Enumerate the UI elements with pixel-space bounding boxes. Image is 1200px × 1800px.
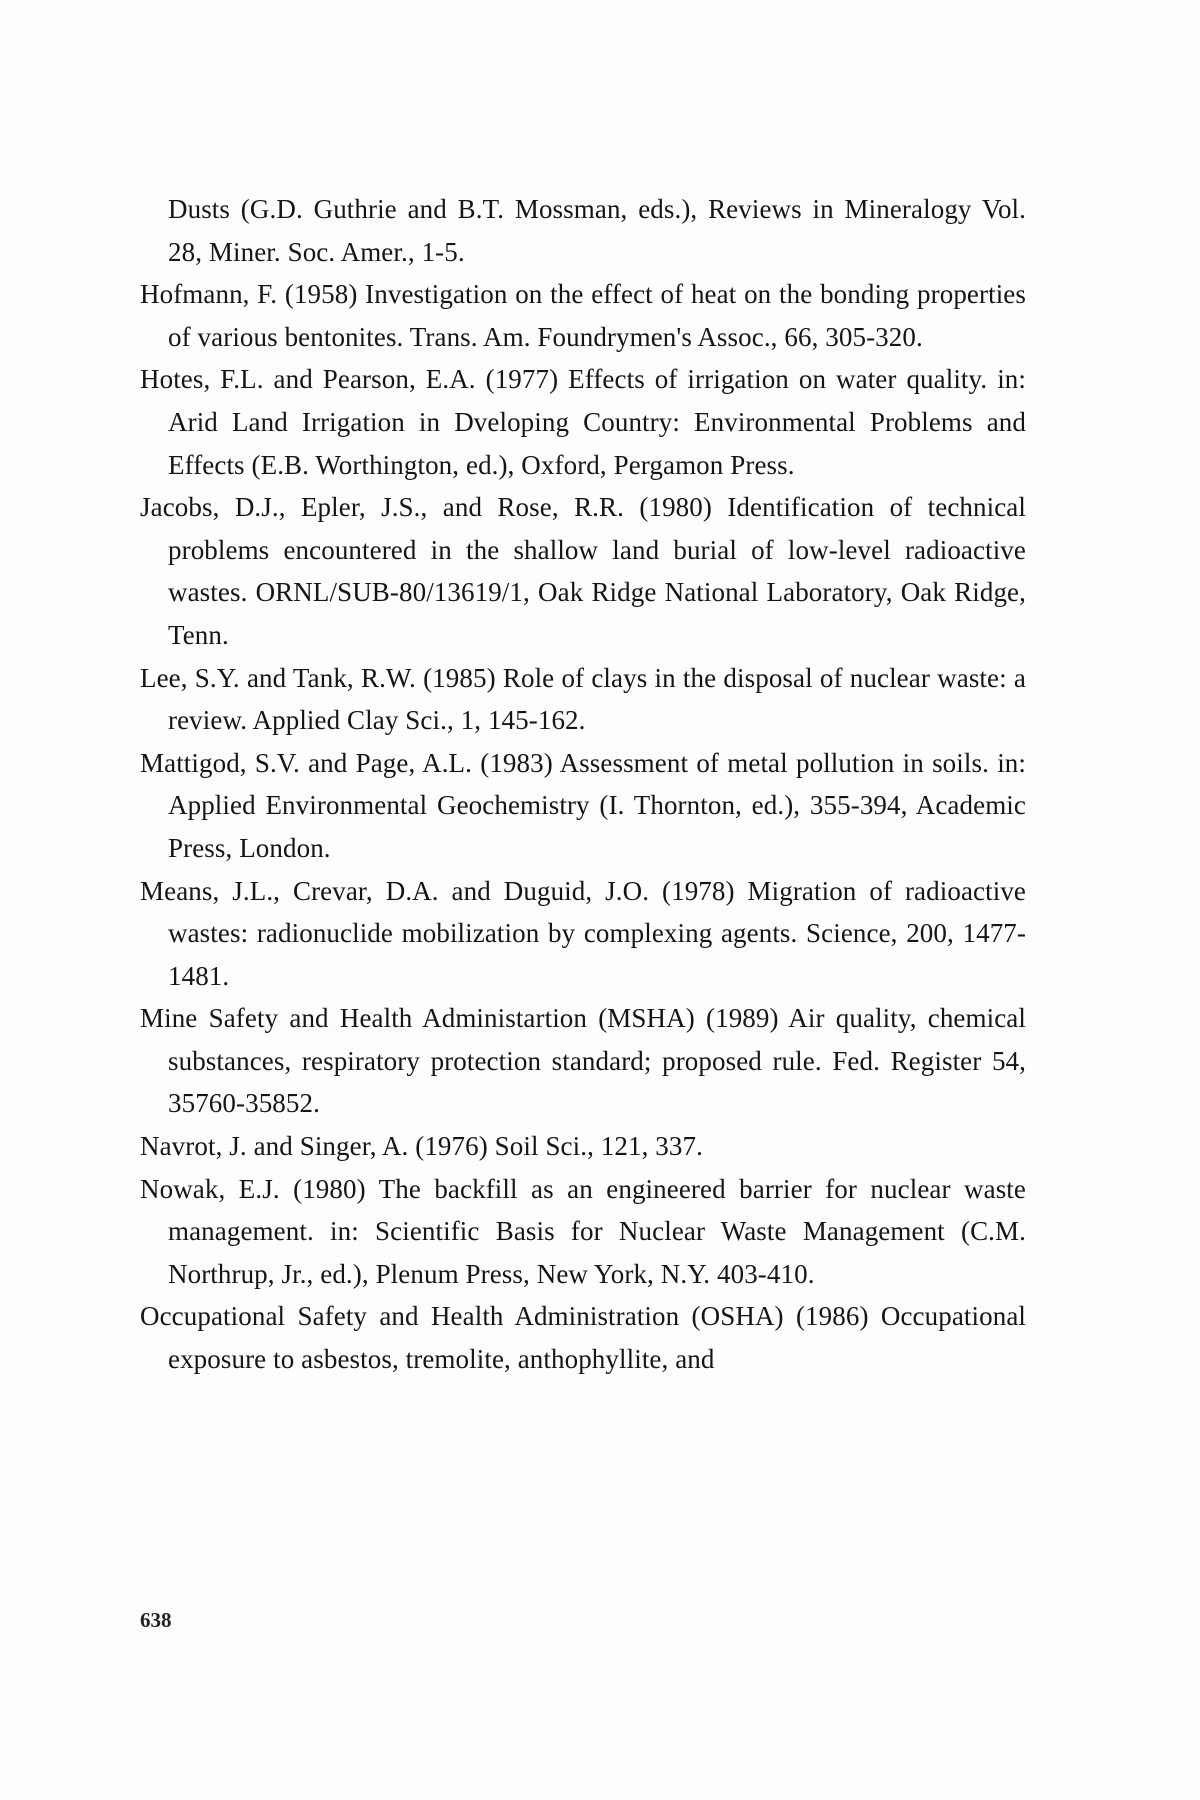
- reference-entry: Jacobs, D.J., Epler, J.S., and Rose, R.R. (1980) Identification of technical problems encountered in the shallow land burial of low-level radioactive wastes. ORNL/SUB-80/13619/1, Oak Ridge National Laboratory, Oak Ridge, Tenn.: [140, 492, 1026, 650]
- reference-entry: Mattigod, S.V. and Page, A.L. (1983) Assessment of metal pollution in soils. in: Applied Environmental Geochemistry (I. Thornton, ed.), 355-394, Academic Press, London.: [140, 747, 1026, 863]
- reference-entry: Hotes, F.L. and Pearson, E.A. (1977) Effects of irrigation on water quality. in: Arid Land Irrigation in Dveloping Country: Environmental Problems and Effects (E.B. Worthington, ed.), Oxford, Pergamon Press.: [140, 364, 1026, 480]
- reference-entry: Navrot, J. and Singer, A. (1976) Soil Sci., 121, 337.: [140, 1131, 703, 1162]
- reference-list: [140, 188, 1026, 1381]
- reference-entry: Lee, S.Y. and Tank, R.W. (1985) Role of clays in the disposal of nuclear waste: a review. Applied Clay Sci., 1, 145-162.: [140, 662, 1026, 736]
- reference-entry: Occupational Safety and Health Administration (OSHA) (1986) Occupational exposure to asbestos, tremolite, anthophyllite, and: [140, 1301, 1026, 1375]
- reference-entry: Dusts (G.D. Guthrie and B.T. Mossman, eds.), Reviews in Mineralogy Vol. 28, Miner. Soc. Amer., 1-5.: [168, 194, 1026, 267]
- reference-entry: Nowak, E.J. (1980) The backfill as an engineered barrier for nuclear waste management. in: Scientific Basis for Nuclear Waste Management (C.M. Northrup, Jr., ed.), Plenum Press, New York, N.Y. 403-410.: [140, 1173, 1026, 1289]
- reference-entry: Mine Safety and Health Administartion (MSHA) (1989) Air quality, chemical substances, respiratory protection standard; proposed rule. Fed. Register 54, 35760-35852.: [140, 1003, 1026, 1119]
- reference-entry: Means, J.L., Crevar, D.A. and Duguid, J.O. (1978) Migration of radioactive wastes: radionuclide mobilization by complexing agents. Science, 200, 1477-1481.: [140, 875, 1026, 991]
- page-number: 638: [140, 1608, 172, 1632]
- reference-entry: Hofmann, F. (1958) Investigation on the effect of heat on the bonding properties of various bentonites. Trans. Am. Foundrymen's Assoc., 66, 305-320.: [140, 279, 1026, 352]
